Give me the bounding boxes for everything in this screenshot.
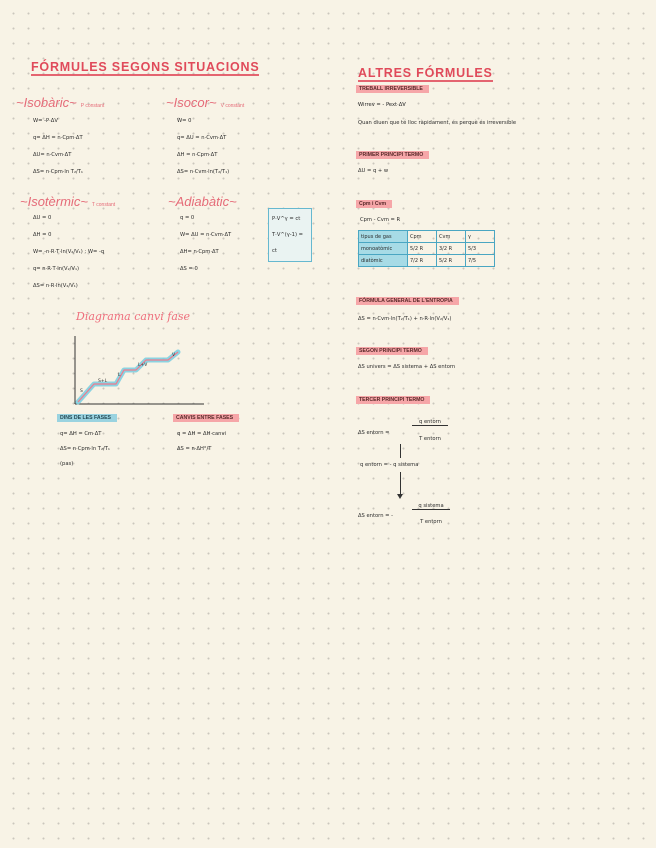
formula-line: ΔS = 0 <box>180 266 198 272</box>
formula-line: q= ΔU = n·Cvm·ΔT <box>177 135 227 141</box>
primer-principi-title: PRIMER PRINCIPI TERMO <box>356 151 429 159</box>
formula-line: ΔH = n·Cpm·ΔT <box>177 152 218 158</box>
table-header-cell: Cpm <box>408 231 437 243</box>
phase-label-sl: S+L <box>98 379 108 384</box>
formula-line: ΔS = n·ΔH°/T <box>177 446 212 452</box>
phase-diagram <box>66 332 206 412</box>
formula-line: W= -P·ΔV <box>33 118 58 124</box>
formula-line: W= 0 <box>177 118 192 124</box>
arrow-down-icon <box>397 494 403 499</box>
formula-line: Quan diuen que té lloc ràpidament, és perquè és irreversible <box>358 120 517 126</box>
phase-label-v: V <box>172 353 176 358</box>
table-cell: 5/2 R <box>408 243 437 255</box>
table-cell: 7/5 <box>466 255 495 267</box>
formula-line: ΔH = 0 <box>33 232 52 238</box>
formula-line: ΔU= n·Cvm·ΔT <box>33 152 72 158</box>
equation-numerator: q sistema <box>412 503 450 510</box>
formula-line: Wirrev = - Pext·ΔV <box>358 102 406 108</box>
equation-left: ΔS entorn = - <box>358 513 394 519</box>
canvi-fase-formulas <box>60 431 110 476</box>
formula-line: T·V^(γ-1) = ct <box>272 232 303 254</box>
formula-line: ΔS= n·Cpm·ln T₂/T₁ <box>60 446 111 452</box>
formula-line: ΔU = 0 <box>33 215 52 221</box>
canvi-entre-fases-title: CANVIS ENTRE FASES <box>173 414 239 422</box>
isobaric-title: ~Isobàric~ P constant <box>16 95 105 110</box>
phase-label-l: L <box>118 373 121 378</box>
table-cell: 3/2 R <box>437 243 466 255</box>
table-row <box>359 243 495 255</box>
isotermic-title: ~Isotèrmic~ T constant <box>20 194 116 209</box>
equation-numerator: q entorn <box>412 419 448 426</box>
formula-line: W= -n·R·T·ln(V₂/V₁) ; W= -q <box>33 249 105 255</box>
isobaric-formulas <box>33 118 83 186</box>
table-header-cell: γ <box>466 231 495 243</box>
table-header-cell: Cvm <box>437 231 466 243</box>
formula-line: q entorn = - q sistema <box>360 462 419 468</box>
formula-line: ΔS univers = ΔS sistema + ΔS entorn <box>358 364 456 370</box>
formula-line: q= ΔH = Cm·ΔT <box>60 431 102 437</box>
table-cell: 5/3 <box>466 243 495 255</box>
formula-line: Cpm - Cvm = R <box>360 217 401 223</box>
isotermic-formulas <box>33 215 104 300</box>
adiabatic-formulas <box>180 215 231 283</box>
phase-label-s: S <box>80 389 83 394</box>
formula-line: q = 0 <box>180 215 195 221</box>
cpm-cvm-title: Cpm i Cvm <box>356 200 392 208</box>
table-cell: monoatòmic <box>359 243 408 255</box>
formula-line: ΔU = q + w <box>358 168 389 174</box>
formula-line: ΔS= n·Cpm·ln T₂/T₁ <box>33 169 84 175</box>
left-title: FÓRMULES SEGONS SITUACIONS <box>31 60 260 74</box>
table-cell: 7/2 R <box>408 255 437 267</box>
formula-line: ΔH= n·Cpm·ΔT <box>180 249 219 255</box>
formula-line: q= n·R·T·ln(V₂/V₁) <box>33 266 80 272</box>
phase-label-lv: L+V <box>138 363 148 368</box>
table-header-cell: tipus de gas <box>359 231 408 243</box>
formula-line: q = ΔH = ΔH·canvi <box>177 431 226 437</box>
table-row <box>359 255 495 267</box>
arrow-line <box>400 472 401 496</box>
table-cell: 5/2 R <box>437 255 466 267</box>
formula-line: q= ΔH = n·Cpm·ΔT <box>33 135 83 141</box>
canvi-entre-fases-formulas <box>177 431 226 461</box>
cp-cv-table <box>358 230 495 267</box>
diagram-title: Diagrama canvi fase <box>76 310 191 323</box>
equation-denominator: T entorn <box>419 436 441 442</box>
isocor-title: ~Isocor~ V constant <box>166 95 245 110</box>
formula-line: (pas) <box>60 461 74 467</box>
isocor-formulas <box>177 118 229 186</box>
formula-line: ΔS = n·Cvm·ln(T₂/T₁) + n·R·ln(V₂/V₁) <box>358 316 452 322</box>
formula-line: ΔS= n·Cvm·ln(T₂/T₁) <box>177 169 230 175</box>
right-title: ALTRES FÓRMULES <box>358 66 493 80</box>
formula-line: W= ΔU = n·Cvm·ΔT <box>180 232 232 238</box>
adiabatic-title: ~Adiabàtic~ <box>168 194 237 209</box>
entropia-title: FÓRMULA GENERAL DE L'ENTROPIA <box>356 297 459 305</box>
equation-left: ΔS entorn = <box>358 430 390 436</box>
treball-title: TREBALL IRREVERSIBLE <box>356 85 429 93</box>
table-row <box>359 231 495 243</box>
arrow-line <box>400 444 401 458</box>
formula-line: P·V^γ = ct <box>272 216 301 222</box>
table-cell: diatòmic <box>359 255 408 267</box>
canvi-fase-title: DINS DE LES FASES <box>57 414 117 422</box>
tercer-principi-title: TERCER PRINCIPI TERMO <box>356 396 430 404</box>
adiabatic-box <box>268 208 312 262</box>
equation-denominator: T entorn <box>420 519 442 525</box>
segon-principi-title: SEGON PRINCIPI TERMO <box>356 347 428 355</box>
formula-line: ΔS= n·R·ln(V₂/V₁) <box>33 283 78 289</box>
